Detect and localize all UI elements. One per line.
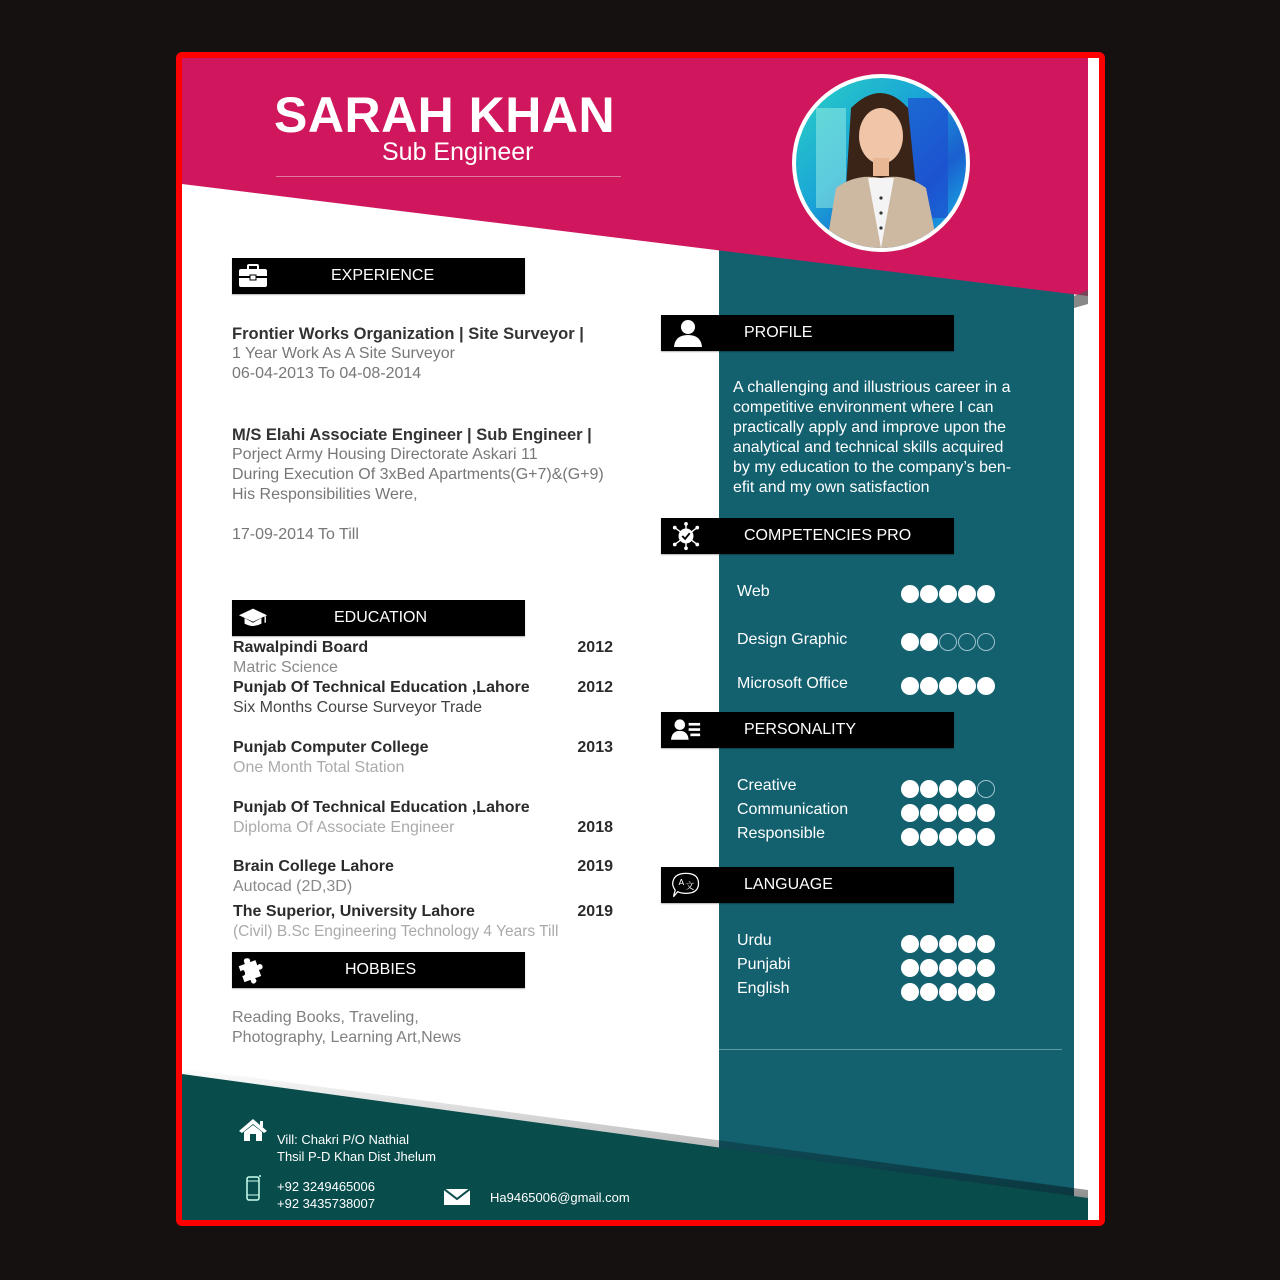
rating-dot-empty — [977, 633, 995, 651]
address-line: Vill: Chakri P/O Nathial — [277, 1132, 409, 1147]
rating-dot-filled — [958, 677, 976, 695]
experience-detail: 1 Year Work As A Site Surveyor — [232, 345, 455, 362]
profile-line: A challenging and illustrious career in a — [733, 379, 1011, 396]
rating-dot-filled — [939, 935, 957, 953]
email-link[interactable]: Ha9465006@gmail.com — [490, 1190, 630, 1205]
rating-dot-filled — [977, 804, 995, 822]
rating-dot-filled — [901, 780, 919, 798]
rating-dots — [901, 935, 995, 953]
experience-detail: His Responsibilities Were, — [232, 486, 418, 503]
user-icon — [673, 319, 703, 347]
profile-line: by my education to the company’s ben- — [733, 459, 1012, 476]
profile-line: competitive environment where I can — [733, 399, 994, 416]
rating-dot-filled — [920, 983, 938, 1001]
rating-dot-filled — [901, 677, 919, 695]
rating-dot-filled — [920, 780, 938, 798]
personality-label: PERSONALITY — [744, 721, 857, 738]
language-heading — [661, 867, 954, 903]
language-label: English — [737, 980, 790, 997]
candidate-name: SARAH KHAN — [274, 87, 616, 143]
education-institution: Brain College Lahore — [233, 858, 394, 875]
rating-dot-filled — [901, 633, 919, 651]
education-detail: (Civil) B.Sc Engineering Technology 4 Years Till — [233, 923, 559, 940]
language-label: Urdu — [737, 932, 772, 949]
header-divider — [276, 176, 621, 177]
education-detail: Six Months Course Surveyor Trade — [233, 699, 482, 716]
education-heading — [232, 600, 525, 636]
profile-heading — [661, 315, 954, 351]
home-icon — [238, 1118, 268, 1147]
hobbies-line: Reading Books, Traveling, — [232, 1009, 419, 1026]
rating-dot-filled — [939, 780, 957, 798]
rating-dot-filled — [958, 959, 976, 977]
competencies-label: COMPETENCIES PRO — [744, 527, 912, 544]
rating-dot-filled — [920, 633, 938, 651]
rating-dot-filled — [920, 828, 938, 846]
education-detail: Autocad (2D,3D) — [233, 878, 353, 895]
rating-dots — [901, 983, 995, 1001]
rating-dots — [901, 959, 995, 977]
rating-dot-filled — [939, 585, 957, 603]
email-icon — [444, 1189, 470, 1210]
phone-numbers — [277, 1178, 375, 1212]
rating-dot-empty — [977, 780, 995, 798]
skill-label: Design Graphic — [737, 631, 848, 648]
rating-dot-filled — [977, 959, 995, 977]
rating-dot-empty — [958, 633, 976, 651]
phone-link[interactable]: +92 3249465006 — [277, 1179, 375, 1194]
experience-title: M/S Elahi Associate Engineer | Sub Engineer | — [232, 426, 592, 444]
rating-dots — [901, 633, 995, 651]
experience-item — [232, 425, 692, 545]
profile-label: PROFILE — [744, 324, 813, 341]
phone-icon — [245, 1174, 263, 1207]
profile-summary — [733, 378, 1053, 498]
education-item — [233, 638, 613, 678]
briefcase-icon — [238, 262, 268, 290]
address-line: Thsil P-D Khan Dist Jhelum — [277, 1149, 436, 1164]
education-label: EDUCATION — [334, 609, 428, 626]
experience-heading — [232, 258, 525, 294]
hobbies-line: Photography, Learning Art,News — [232, 1029, 462, 1046]
rating-dot-filled — [920, 959, 938, 977]
education-institution: Punjab Of Technical Education ,Lahore — [233, 799, 530, 816]
skill-label: Web — [737, 583, 770, 600]
rating-dot-filled — [958, 935, 976, 953]
education-institution: Rawalpindi Board — [233, 639, 369, 656]
education-item — [233, 678, 613, 718]
rating-dots — [901, 780, 995, 798]
hobbies-heading — [232, 952, 525, 988]
rating-dot-filled — [901, 935, 919, 953]
rating-dot-filled — [920, 677, 938, 695]
network-check-icon — [671, 522, 701, 550]
rating-dot-filled — [958, 585, 976, 603]
phone-link[interactable]: +92 3435738007 — [277, 1196, 375, 1211]
rating-dot-filled — [939, 677, 957, 695]
competencies-heading — [661, 518, 954, 554]
translate-icon — [671, 871, 701, 899]
education-year: 2013 — [577, 739, 613, 756]
rating-dots — [901, 585, 995, 603]
education-item — [233, 902, 613, 942]
rating-dots — [901, 677, 995, 695]
experience-date: 06-04-2013 To 04-08-2014 — [232, 365, 422, 382]
svg-text:A: A — [678, 877, 685, 887]
education-institution: Punjab Computer College — [233, 739, 429, 756]
profile-line: practically apply and improve upon the — [733, 419, 1007, 436]
rating-dots — [901, 828, 995, 846]
rating-dot-filled — [939, 804, 957, 822]
rating-dot-filled — [939, 828, 957, 846]
education-detail: Matric Science — [233, 659, 338, 676]
rating-dot-filled — [901, 585, 919, 603]
skill-label: Microsoft Office — [737, 675, 848, 692]
rating-dot-filled — [958, 804, 976, 822]
hobbies-label: HOBBIES — [345, 961, 417, 978]
education-item — [233, 798, 613, 838]
rating-dot-filled — [977, 983, 995, 1001]
education-year: 2019 — [577, 858, 613, 875]
address — [277, 1131, 436, 1165]
rating-dot-filled — [977, 585, 995, 603]
rating-dot-filled — [901, 828, 919, 846]
resume-page — [182, 58, 1099, 1220]
education-detail: Diploma Of Associate Engineer — [233, 819, 455, 836]
experience-title: Frontier Works Organization | Site Surveyor | — [232, 325, 584, 343]
candidate-title: Sub Engineer — [382, 138, 534, 166]
person-portrait-icon — [796, 78, 966, 248]
hobbies-text — [232, 1008, 461, 1048]
resume-frame — [176, 52, 1105, 1226]
puzzle-icon — [238, 956, 268, 984]
education-year: 2012 — [577, 679, 613, 696]
rating-dot-empty — [939, 633, 957, 651]
education-item — [233, 738, 613, 778]
rating-dot-filled — [958, 780, 976, 798]
experience-detail: Porject Army Housing Directorate Askari 11 — [232, 446, 538, 463]
experience-date: 17-09-2014 To Till — [232, 526, 359, 543]
profile-line: analytical and technical skills acquired — [733, 439, 1004, 456]
rating-dot-filled — [920, 585, 938, 603]
rating-dot-filled — [901, 804, 919, 822]
rating-dots — [901, 804, 995, 822]
education-item — [233, 857, 613, 897]
experience-item — [232, 324, 672, 384]
trait-label: Responsible — [737, 825, 826, 842]
trait-label: Creative — [737, 777, 797, 794]
education-institution: The Superior, University Lahore — [233, 903, 475, 920]
rating-dot-filled — [958, 983, 976, 1001]
experience-label: EXPERIENCE — [331, 267, 435, 284]
education-institution: Punjab Of Technical Education ,Lahore — [233, 679, 530, 696]
rating-dot-filled — [939, 983, 957, 1001]
profile-line: efit and my own satisfaction — [733, 479, 930, 496]
rating-dot-filled — [958, 828, 976, 846]
user-list-icon — [671, 716, 701, 744]
rating-dot-filled — [920, 804, 938, 822]
rating-dot-filled — [901, 983, 919, 1001]
personality-heading — [661, 712, 954, 748]
svg-text:文: 文 — [685, 881, 695, 893]
rating-dot-filled — [920, 935, 938, 953]
education-year: 2018 — [577, 819, 613, 836]
rating-dot-filled — [977, 677, 995, 695]
trait-label: Communication — [737, 801, 849, 818]
rating-dot-filled — [939, 959, 957, 977]
language-label: LANGUAGE — [744, 876, 833, 893]
education-year: 2019 — [577, 903, 613, 920]
experience-detail: During Execution Of 3xBed Apartments(G+7)&(G+9) — [232, 466, 604, 483]
rating-dot-filled — [977, 935, 995, 953]
graduation-cap-icon — [238, 604, 268, 632]
education-detail: One Month Total Station — [233, 759, 405, 776]
language-label: Punjabi — [737, 956, 791, 973]
profile-photo — [792, 74, 970, 252]
rating-dot-filled — [901, 959, 919, 977]
education-year: 2012 — [577, 639, 613, 656]
rating-dot-filled — [977, 828, 995, 846]
